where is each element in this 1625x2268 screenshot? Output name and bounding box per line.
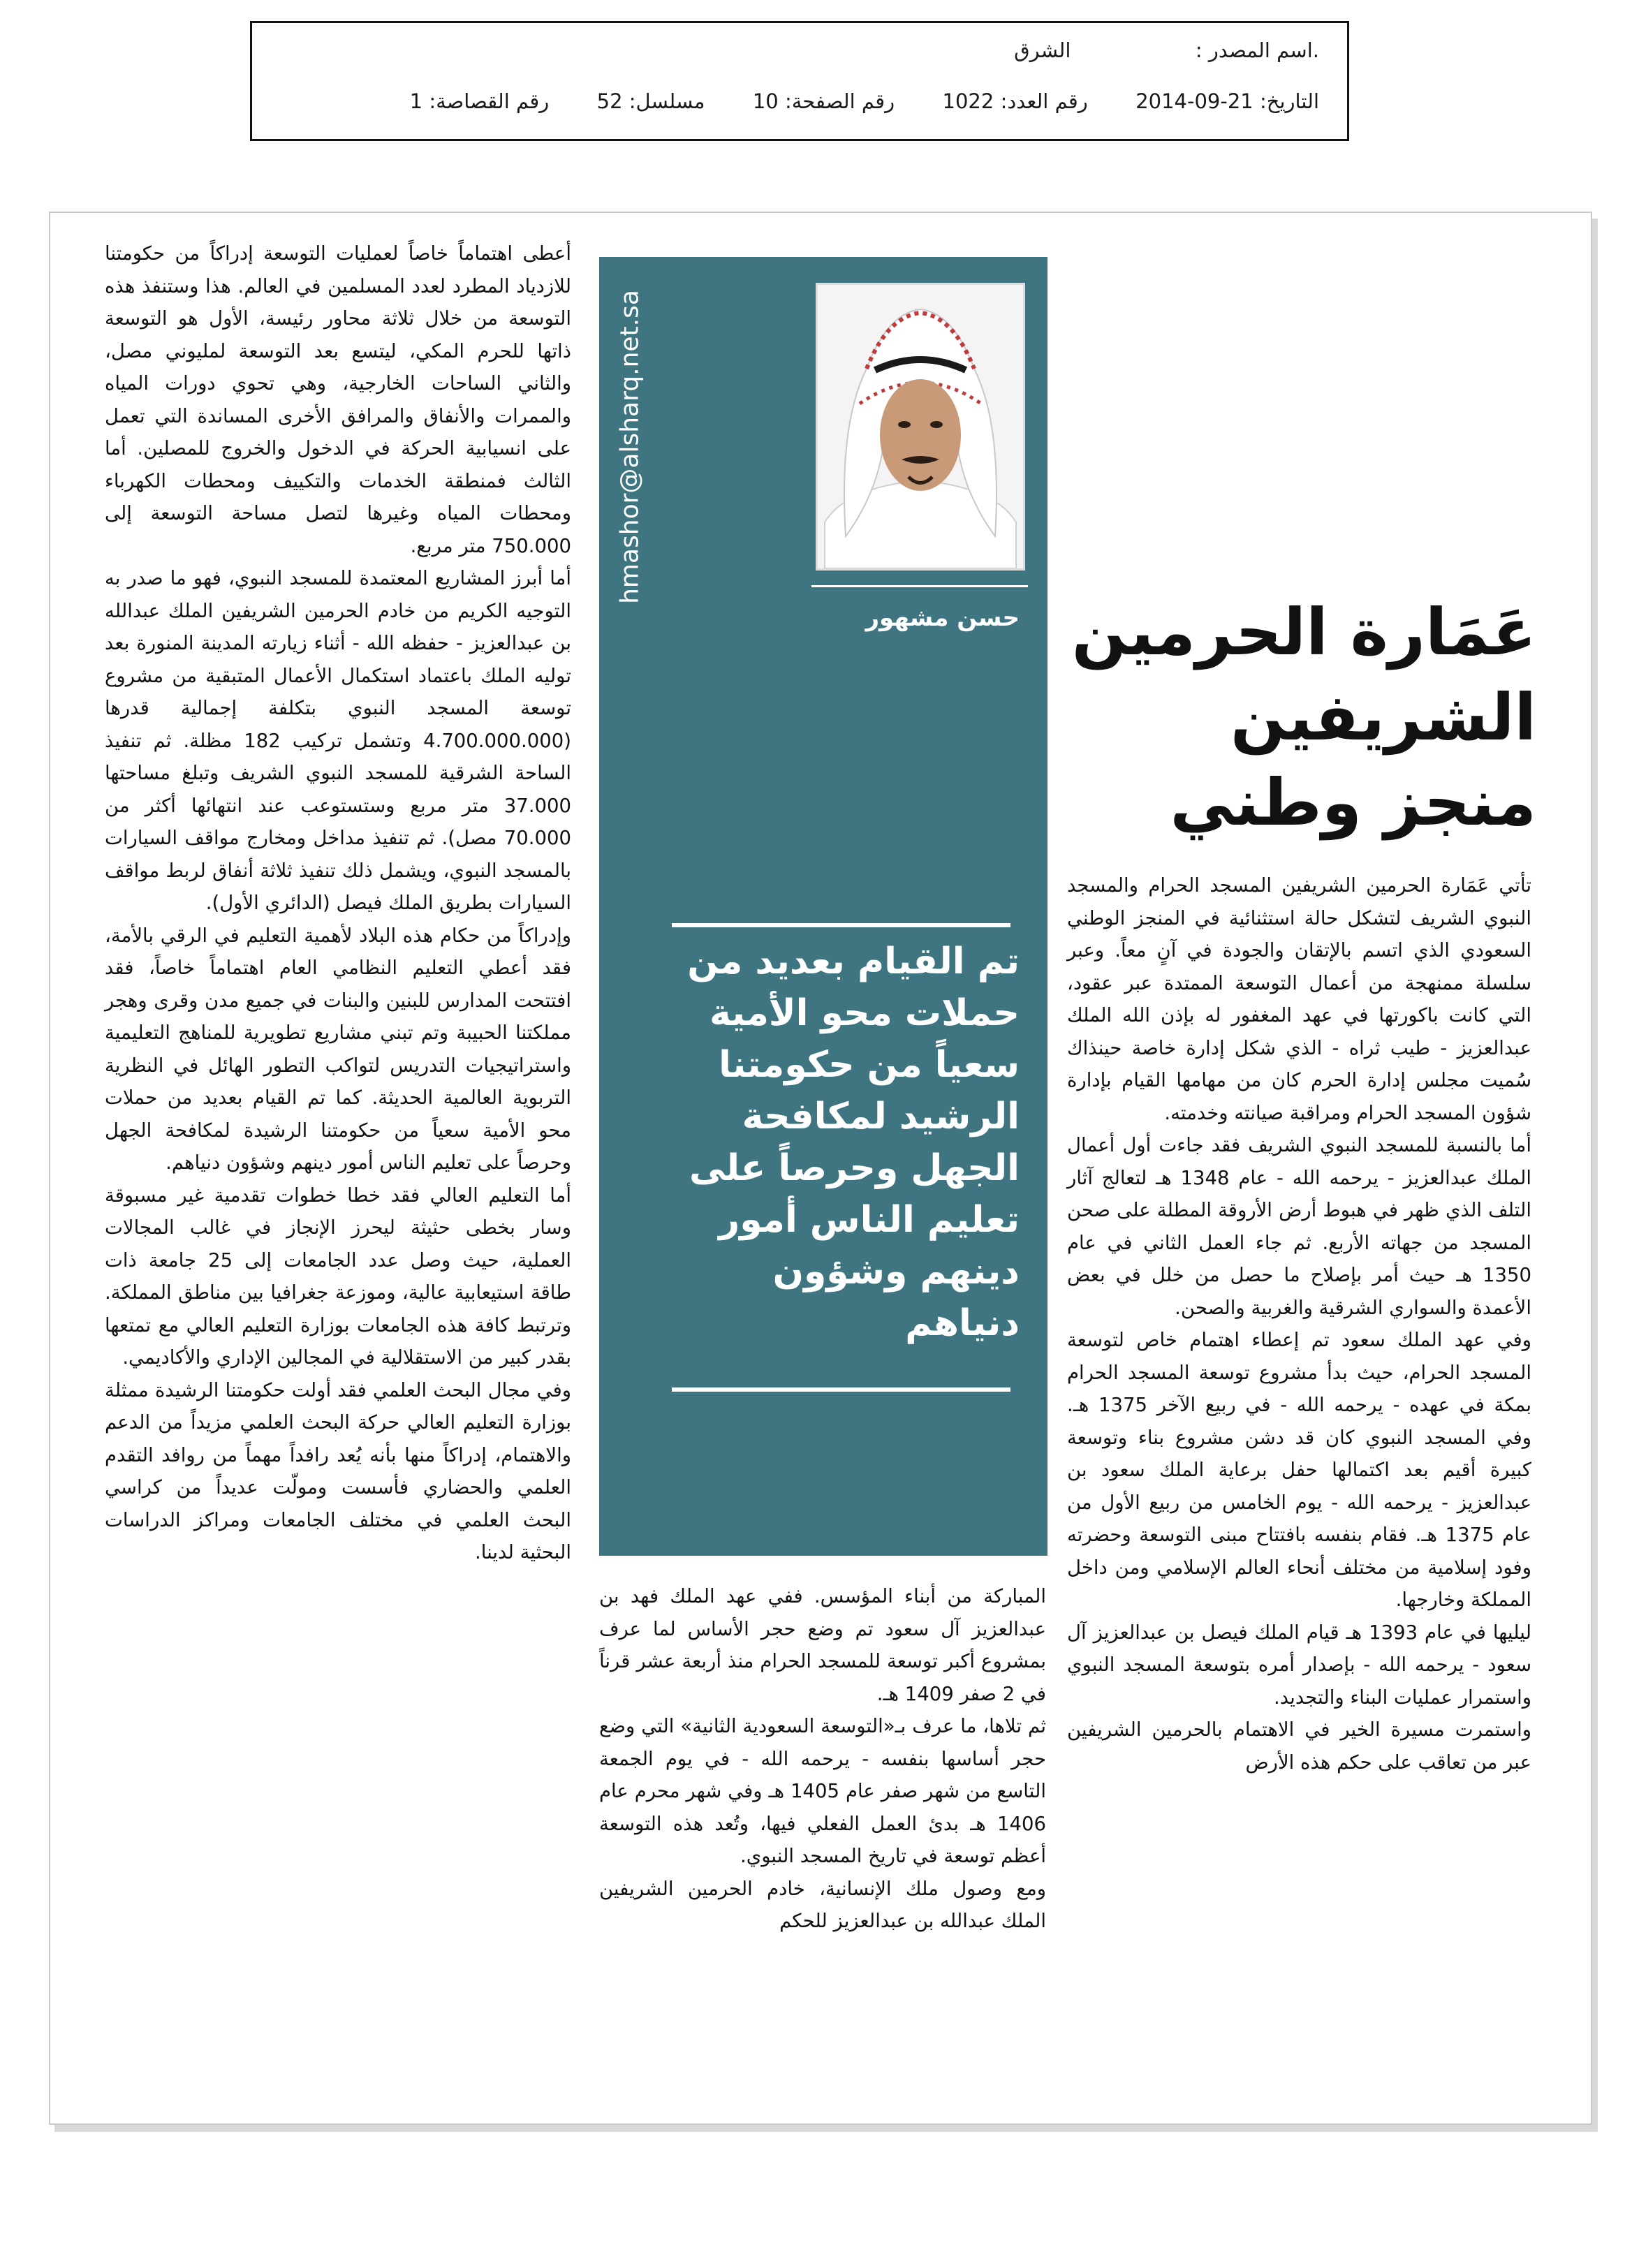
pull-quote-line: الرشيد لمكافحة [742, 1096, 1020, 1137]
issue-value: 1022 [942, 89, 994, 113]
page-value: 10 [752, 89, 779, 113]
source-label: .اسم المصدر : [1195, 38, 1319, 62]
article-paragraph: أما بالنسبة للمسجد النبوي الشريف فقد جاءت أول أعمال الملك عبدالعزيز - يرحمه الله - عام 1348 هـ لتعالج آثار التلف الذي ظهر في هبوط أرض الأروقة المطلة على صحن المسجد من جهاته الأربع. ثم جاء العمل الثاني في عام 1350 هـ حيث أمر بإصلاح ما حصل من خلل في بعض الأعمدة والسواري الشرقية والغربية والصحن. [1067, 1134, 1532, 1319]
article-paragraph: ليليها في عام 1393 هـ قيام الملك فيصل بن عبدالعزيز آل سعود - يرحمه الله - بإصدار أمره بتوسعة المسجد النبوي واستمرار عمليات البناء والتجديد. [1067, 1621, 1531, 1709]
article-paragraph: المباركة من أبناء المؤسس. ففي عهد الملك فهد بن عبدالعزيز آل سعود تم وضع حجر الأساس لما عرف بمشروع أكبر توسعة للمسجد الحرام منذ أربعة عشر قرناً في 2 صفر 1409 هـ. [599, 1585, 1046, 1705]
pull-quote-line: الجهل وحرصاً على [689, 1147, 1020, 1189]
date-value: 2014-09-21 [1135, 89, 1253, 113]
pull-quote-rule-bottom [672, 1387, 1010, 1392]
article-paragraph: أما التعليم العالي فقد خطا خطوات تقدمية غير مسبوقة وسار بخطى حثيثة ليحرز الإنجاز في غالب المجالات العملية، حيث وصل عدد الجامعات إلى 25 جامعة ذات طاقة استيعابية عالية، وموزعة جغرافيا بين مناطق المملكة. وترتبط كافة هذه الجامعات بوزارة التعليم العالي مع تمتعها بقدر كبير من الاستقلالية في المجالين الإداري والأكاديمي. [105, 1184, 571, 1369]
article-paragraph: ومع وصول ملك الإنسانية، خادم الحرمين الشريفين الملك عبدالله بن عبدالعزيز للحكم [599, 1877, 1046, 1932]
article-paragraph: واستمرت مسيرة الخير في الاهتمام بالحرمين الشريفين عبر من تعاقب على حكم هذه الأرض [1067, 1718, 1531, 1774]
pull-quote-line: تعليم الناس أمور [719, 1199, 1020, 1241]
article-paragraph: أعطى اهتماماً خاصاً لعمليات التوسعة إدراكاً من حكومتنا للازدياد المطرد لعدد المسلمين في العالم. هذا وستنفذ هذه التوسعة من خلال ثلاثة محاور رئيسة، الأول هو التوسعة ذاتها للحرم المكي، ليتسع بعد التوسعة لمليوني مصل، والثاني الساحات الخارجية، وهي تحوي دورات المياه والممرات والأنفاق والمرافق الأخرى المساندة التي تعمل على انسيابية الحركة في الدخول والخروج للمصلين. أما الثالث فمنطقة الخدمات والتكييف ومحطات الكهرباء ومحطات المياه وغيرها لتصل مساحة التوسعة إلى 750.000 متر مربع. [105, 242, 571, 557]
article-paragraph: وإدراكاً من حكام هذه البلاد لأهمية التعليم في الرقي بالأمة، فقد أعطي التعليم النظامي العام اهتماماً خاصاً، فقد افتتحت المدارس للبنين والبنات في جميع مدن وقرى وهجر مملكتنا الحبيبة وتم تبني مشاريع تطويرية للمناهج التعليمية واستراتيجيات التدريس لتواكب التطور الهائل في النظرية التربوية العالمية الحديثة. كما تم القيام بعديد من حملات محو الأمية سعياً من حكومتنا الرشيدة لمكافحة الجهل وحرصاً على تعليم الناس أمور دينهم وشؤون دنياهم. [105, 924, 571, 1174]
pull-quote [632, 936, 1020, 1349]
article-paragraph: وفي مجال البحث العلمي فقد أولت حكومتنا الرشيدة ممثلة بوزارة التعليم العالي حركة البحث العلمي مزيداً من الدعم والاهتمام، إدراكاً منها بأنه يُعد رافداً مهماً من روافد التقدم العلمي والحضاري فأسست ومولّت عديداً من كراسي البحث العلمي في مختلف الجامعات ومراكز الدراسات البحثية لدينا. [105, 1378, 571, 1563]
article-column-left [105, 237, 571, 1569]
pull-quote-line: سعياً من حكومتنا [719, 1044, 1020, 1086]
details-row [410, 89, 1319, 113]
author-name: حسن مشهور [865, 604, 1020, 632]
serial-label: مسلسل: [628, 89, 705, 113]
headline-line: منجز وطني [1170, 765, 1536, 840]
source-row [1014, 38, 1319, 62]
page-label: رقم الصفحة: [784, 89, 895, 113]
clip-label: رقم القصاصة: [429, 89, 550, 113]
source-value: الشرق [1014, 38, 1071, 62]
pull-quote-line: حملات محو الأمية [709, 992, 1020, 1034]
issue-label: رقم العدد: [1000, 89, 1088, 113]
headline-line: الشريفين [1230, 680, 1536, 755]
article-paragraph: وفي عهد الملك سعود تم إعطاء اهتمام خاص لتوسعة المسجد الحرام، حيث بدأ مشروع توسعة المسجد الحرام بمكة في عهده - يرحمه الله - في ربيع الآخر 1375 هـ. وفي المسجد النبوي كان قد دشن مشروع بناء وتوسعة كبيرة أقيم بعد اكتمالها حفل برعاية الملك سعود بن عبدالعزيز - يرحمه الله - يوم الخامس من ربيع الأول من عام 1375 هـ. فقام بنفسه بافتتاح مبنى التوسعة وحضرته وفود إسلامية من مختلف أنحاء العالم الإسلامي ومن داخل المملكة وخارجها. [1067, 1329, 1531, 1611]
clipping-meta-box [250, 21, 1349, 141]
serial-value: 52 [596, 89, 623, 113]
article-paragraph: ثم تلاها، ما عرف بـ«التوسعة السعودية الثانية» التي وضع حجر أساسها بنفسه - يرحمه الله - في يوم الجمعة التاسع من شهر صفر عام 1405 هـ وفي شهر محرم عام 1406 هـ بدئ العمل الفعلي فيها، وتُعد هذه التوسعة أعظم توسعة في تاريخ المسجد النبوي. [599, 1715, 1047, 1867]
author-photo [816, 283, 1025, 570]
author-email-text[interactable]: hmashor@alsharq.net.sa [615, 290, 645, 604]
date-label: التاريخ: [1259, 89, 1319, 113]
pull-quote-line: دينهم وشؤون [772, 1251, 1020, 1293]
pull-quote-line: تم القيام بعديد من [687, 941, 1020, 982]
article-headline [1071, 590, 1536, 846]
pull-quote-line: دنياهم [905, 1302, 1020, 1344]
article-paragraph: أما أبرز المشاريع المعتمدة للمسجد النبوي، فهو ما صدر به التوجيه الكريم من خادم الحرمين الشريفين الملك عبدالله بن عبدالعزيز - حفظه الله - أثناء زيارته المدينة المنورة بعد توليه الملك باعتماد استكمال الأعمال المتبقية من مشروع توسعة المسجد النبوي بتكلفة إجمالية قدرها (4.700.000.000 وتشمل تركيب 182 مظلة. ثم تنفيذ الساحة الشرقية للمسجد النبوي الشريف وتبلغ مساحتها 37.000 متر مربع وستستوعب عند انتهائها أكثر من 70.000 مصل). ثم تنفيذ مداخل ومخارج مواقف السيارات بالمسجد النبوي، ويشمل ذلك تنفيذ ثلاثة أنفاق لربط مواقف السيارات بطريق الملك فيصل (الدائري الأول). [105, 567, 572, 914]
pull-quote-rule-top [672, 923, 1010, 927]
author-portrait-image [818, 285, 1023, 568]
photo-divider [811, 585, 1028, 587]
headline-line: عَمَارة الحرمين [1071, 595, 1536, 670]
article-paragraph: تأتي عَمَارة الحرمين الشريفين المسجد الحرام والمسجد النبوي الشريف لتشكل حالة استثنائية في المنجز الوطني السعودي الذي اتسم بالإتقان والجودة في آنٍ معاً. وعبر سلسلة ممنهجة من أعمال التوسعة الممتدة عبر عقود، التي كانت باكورتها في عهد المغفور له بإذن الله الملك عبدالعزيز - طيب ثراه - الذي شكل إدارة خاصة حينذاك سُميت مجلس إدارة الحرم كان من مهامها القيام بإدارة شؤون المسجد الحرام ومراقبة صيانته وخدمته. [1067, 874, 1531, 1124]
article-column-right [1067, 869, 1531, 1779]
article-column-middle [599, 1580, 1046, 1938]
clip-value: 1 [409, 89, 423, 113]
author-email[interactable] [609, 290, 651, 604]
